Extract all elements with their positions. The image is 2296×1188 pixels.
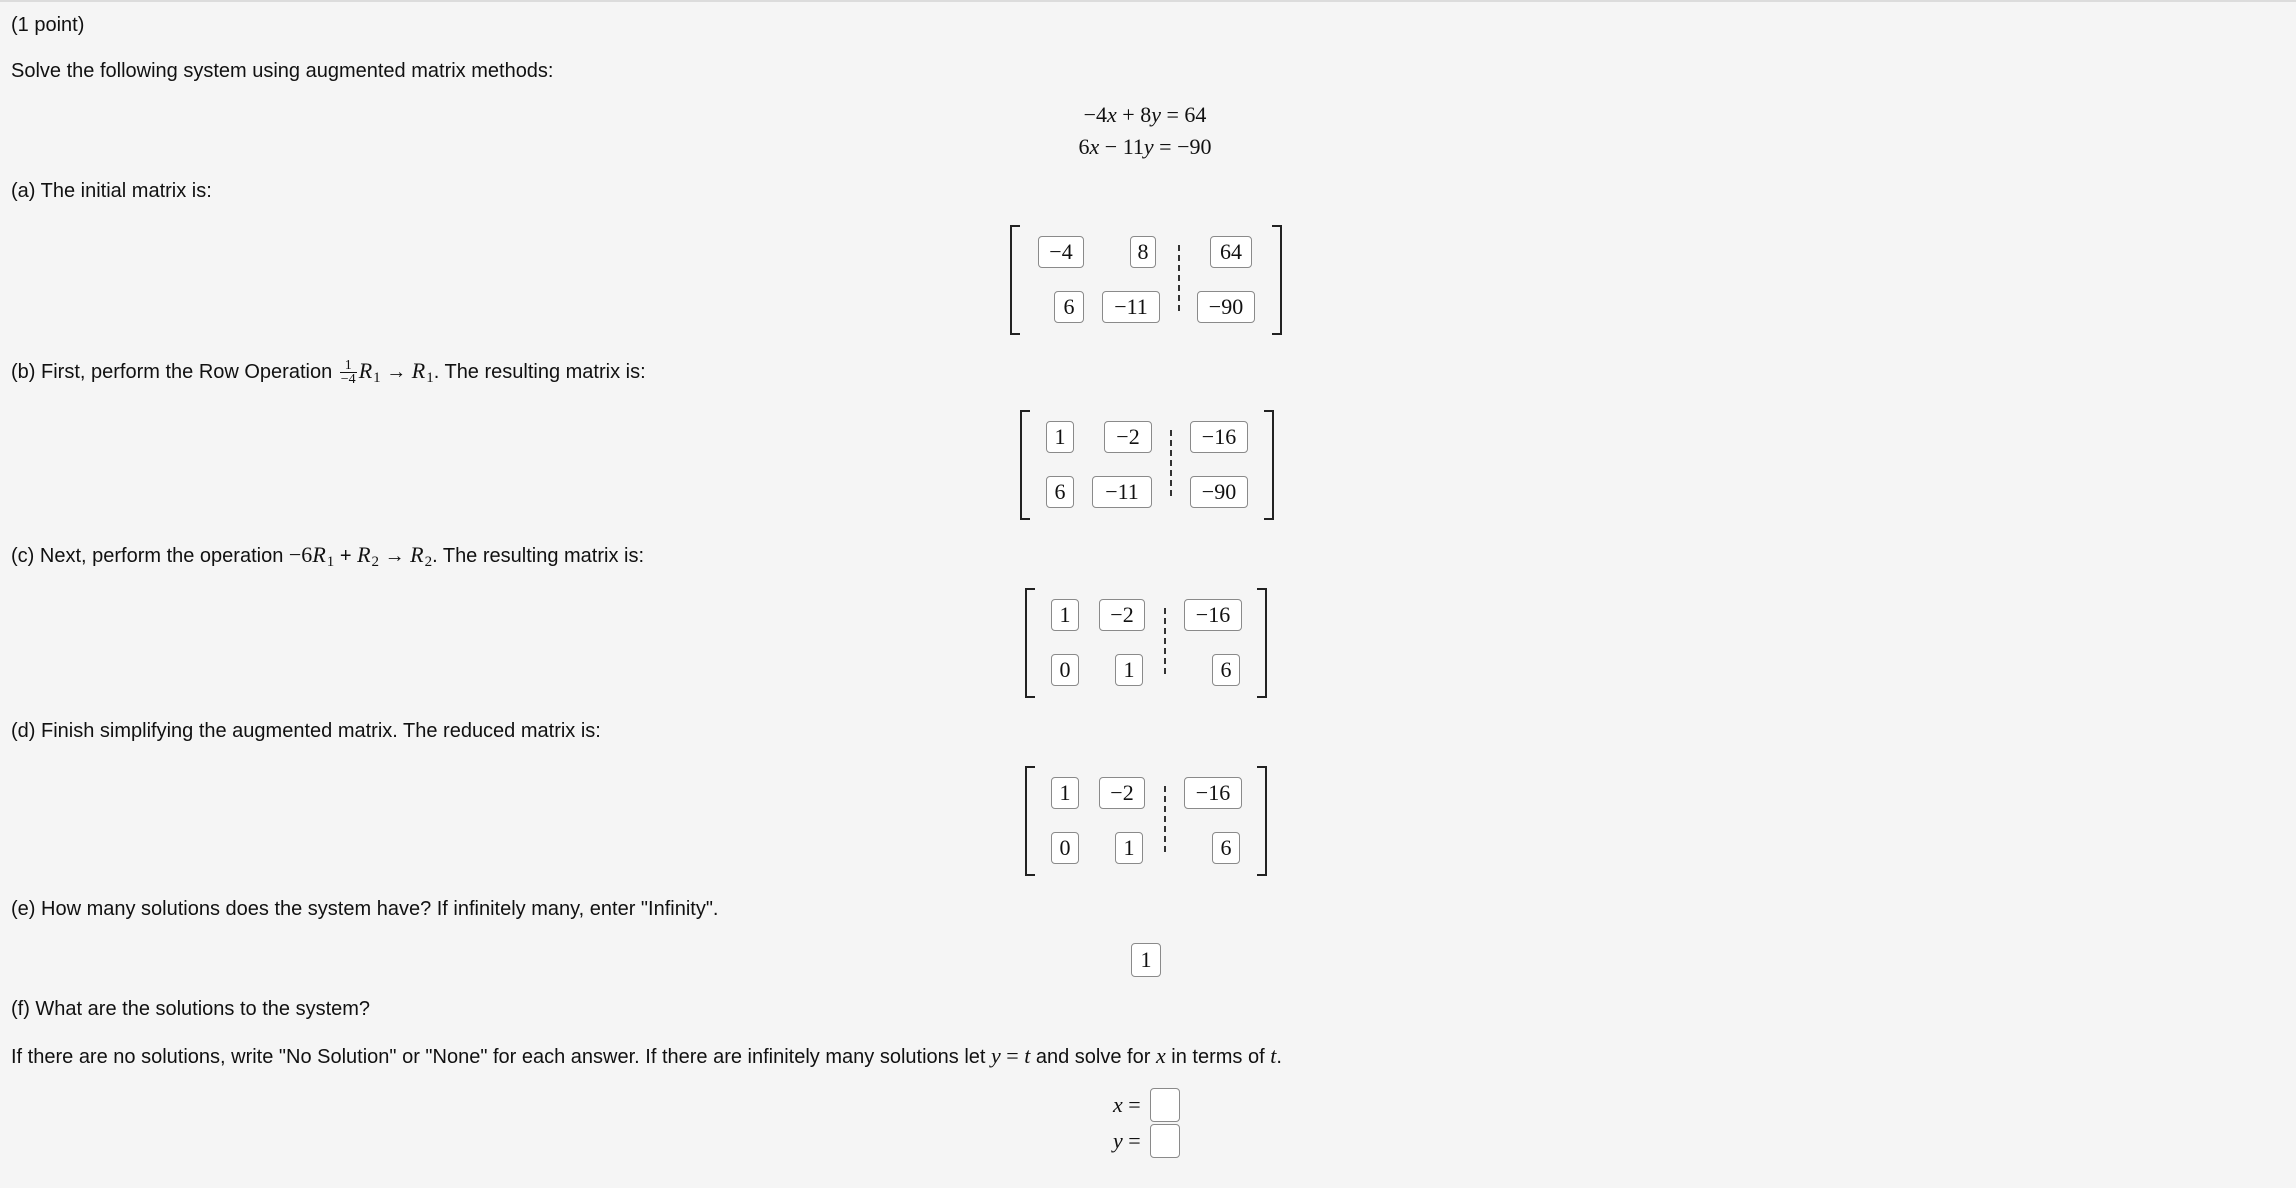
matrix-b-cell-r1c1[interactable]: 1 <box>1046 421 1074 453</box>
matrix-d-cell-r1c2[interactable]: −2 <box>1099 777 1145 809</box>
y-label: y = <box>1113 1128 1141 1153</box>
matrix-a-cell-r2c2[interactable]: −11 <box>1102 291 1160 323</box>
points-label: (1 point) <box>11 14 85 36</box>
matrix-c-cell-r1c3[interactable]: −16 <box>1184 599 1242 631</box>
matrix-c-cell-r1c1[interactable]: 1 <box>1051 599 1079 631</box>
y-solution-input[interactable] <box>1150 1124 1180 1158</box>
equation-2: 6x − 11y = −90 <box>1078 134 1212 159</box>
part-a-label: (a) The initial matrix is: <box>11 180 212 202</box>
augment-divider <box>1164 608 1166 674</box>
top-border <box>0 0 2296 2</box>
matrix-a-cell-r2c1[interactable]: 6 <box>1054 291 1084 323</box>
matrix-b-cell-r1c3[interactable]: −16 <box>1190 421 1248 453</box>
part-d-label: (d) Finish simplifying the augmented matrix. The reduced matrix is: <box>11 720 601 742</box>
matrix-b-cell-r2c3[interactable]: −90 <box>1190 476 1248 508</box>
matrix-d <box>1025 766 1267 876</box>
matrix-c-cell-r2c3[interactable]: 6 <box>1212 654 1240 686</box>
part-f-instructions: If there are no solutions, write "No Solution" or "None" for each answer. If there are infinitely many solutions let y = t and solve for x in terms of t. <box>11 1043 1282 1068</box>
matrix-a-cell-r1c3[interactable]: 64 <box>1210 236 1252 268</box>
matrix-a-cell-r1c2[interactable]: 8 <box>1130 236 1156 268</box>
solution-count-input[interactable]: 1 <box>1131 943 1161 977</box>
left-bracket <box>1020 410 1030 520</box>
matrix-b-cell-r2c2[interactable]: −11 <box>1092 476 1152 508</box>
right-bracket <box>1264 410 1274 520</box>
matrix-a <box>1010 225 1282 335</box>
augment-divider <box>1170 430 1172 496</box>
problem-prompt: Solve the following system using augmented matrix methods: <box>11 60 554 82</box>
matrix-d-cell-r1c3[interactable]: −16 <box>1184 777 1242 809</box>
part-c-label: (c) Next, perform the operation $-6R_1 + R_2 \to R_2$. The resulting matrix is: <box>11 542 645 570</box>
equation-1: −4x + 8y = 64 <box>1083 102 1207 127</box>
matrix-c <box>1025 588 1267 698</box>
left-bracket <box>1010 225 1020 335</box>
matrix-d-cell-r2c2[interactable]: 1 <box>1115 832 1143 864</box>
matrix-b-cell-r1c2[interactable]: −2 <box>1104 421 1152 453</box>
fraction: $\frac{1}{-4}$ <box>340 358 356 388</box>
matrix-d-cell-r2c3[interactable]: 6 <box>1212 832 1240 864</box>
x-solution-input[interactable] <box>1150 1088 1180 1122</box>
right-bracket <box>1257 588 1267 698</box>
augment-divider <box>1164 786 1166 852</box>
part-b-label: (b) First, perform the Row Operation $\frac{1}{-4}$ $R_1 \to R_1$. The resulting matrix is: <box>11 358 646 388</box>
left-bracket <box>1025 766 1035 876</box>
matrix-a-cell-r1c1[interactable]: −4 <box>1038 236 1084 268</box>
matrix-d-cell-r1c1[interactable]: 1 <box>1051 777 1079 809</box>
matrix-b <box>1020 410 1274 520</box>
right-bracket <box>1272 225 1282 335</box>
x-label: x = <box>1113 1092 1141 1117</box>
matrix-b-cell-r2c1[interactable]: 6 <box>1046 476 1074 508</box>
part-f-label: (f) What are the solutions to the system? <box>11 998 371 1020</box>
matrix-a-cell-r2c3[interactable]: −90 <box>1197 291 1255 323</box>
matrix-d-cell-r2c1[interactable]: 0 <box>1051 832 1079 864</box>
augment-divider <box>1178 245 1180 311</box>
left-bracket <box>1025 588 1035 698</box>
part-e-label: (e) How many solutions does the system have? If infinitely many, enter "Infinity". <box>11 898 719 920</box>
matrix-c-cell-r2c1[interactable]: 0 <box>1051 654 1079 686</box>
right-bracket <box>1257 766 1267 876</box>
matrix-c-cell-r2c2[interactable]: 1 <box>1115 654 1143 686</box>
matrix-c-cell-r1c2[interactable]: −2 <box>1099 599 1145 631</box>
